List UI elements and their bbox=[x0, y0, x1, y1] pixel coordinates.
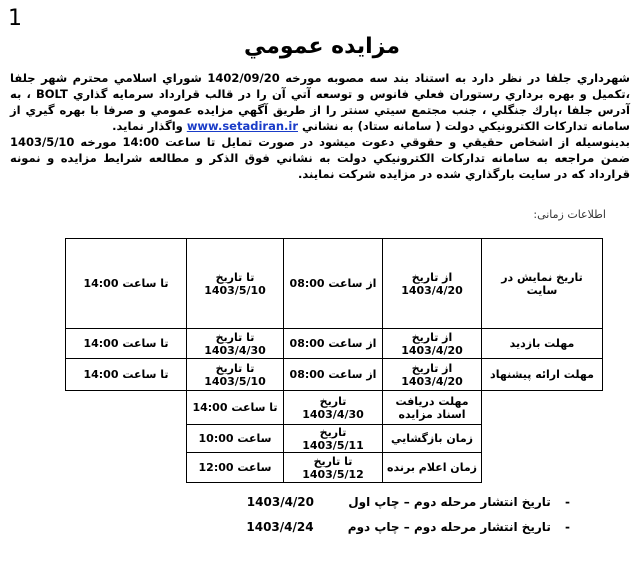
row-label: زمان اعلام برنده bbox=[383, 453, 482, 483]
time-cell: تا ساعت 14:00 bbox=[187, 391, 284, 425]
table-row bbox=[66, 425, 603, 453]
table-row bbox=[66, 359, 603, 391]
bullet-dash: - bbox=[565, 520, 570, 534]
time-cell: ساعت 12:00 bbox=[187, 453, 284, 483]
bullet-dash: - bbox=[565, 495, 570, 509]
publication-label: تاريخ انتشار مرحله دوم – چاپ اول bbox=[348, 495, 551, 509]
empty-cell bbox=[66, 391, 187, 425]
to-date-cell: تا تاريخ 1403/5/10 bbox=[187, 359, 284, 391]
empty-cell bbox=[66, 425, 187, 453]
row-label: تاريخ نمايش در سايت bbox=[482, 239, 603, 329]
from-date-cell: از تاريخ 1403/4/20 bbox=[383, 329, 482, 359]
publication-line-2 bbox=[246, 520, 570, 534]
to-date-cell: تا تاريخ 1403/5/10 bbox=[187, 239, 284, 329]
from-date-cell: از تاريخ 1403/4/20 bbox=[383, 359, 482, 391]
from-time-cell: از ساعت 08:00 bbox=[284, 359, 383, 391]
notice-paragraph-2: بدينوسيله از اشخاص حقيقي و حقوقي دعوت ميشود در صورت تمايل تا ساعت 14:00 مورخه 1403/5/10 ضمن مراجعه به سامانه تداركات الكترونيكي دولت به نشاني فوق الذكر و مطالعه شرايط مزايده و نمونه قرارداد كه در سايت بارگذاري شده در مزايده شركت نمايند. bbox=[10, 135, 630, 181]
date-cell: تا تاريخ 1403/5/12 bbox=[284, 453, 383, 483]
table-row bbox=[66, 391, 603, 425]
page-title: مزايده عمومي bbox=[244, 34, 400, 59]
to-date-cell: تا تاريخ 1403/4/30 bbox=[187, 329, 284, 359]
from-time-cell: از ساعت 08:00 bbox=[284, 329, 383, 359]
paragraph-1-text: شهرداري جلفا در نظر دارد به استناد بند سه مصوبه مورخه 1402/09/20 شوراي اسلامي محترم شهر جلفا ،تكميل و بهره برداري رستوران فعلي فانوس و توسعه آتي آن را در قالب قرارداد سرمايه گذاري BOLT ، به آدرس جلفا ،پارك جنگلي ، جنب مجتمع سيتي سنتر را از طريق آگهي مزايده عمومي و صرفا با بهره گيري از سامانه تداركات الكترونيكي دولت ( سامانه ستاد) به نشاني bbox=[10, 71, 630, 133]
date-cell: تاريخ 1403/5/11 bbox=[284, 425, 383, 453]
notice-paragraph-1 bbox=[10, 70, 630, 134]
empty-cell bbox=[482, 425, 603, 453]
publication-line-1 bbox=[247, 495, 570, 509]
row-label: مهلت ارائه پيشنهاد bbox=[482, 359, 603, 391]
to-time-cell: تا ساعت 14:00 bbox=[66, 329, 187, 359]
page-number: 1 bbox=[8, 6, 22, 31]
empty-cell bbox=[482, 453, 603, 483]
table-row bbox=[66, 239, 603, 329]
row-label: زمان بازگشايي bbox=[383, 425, 482, 453]
date-cell: تاريخ 1403/4/30 bbox=[284, 391, 383, 425]
to-time-cell: تا ساعت 14:00 bbox=[66, 239, 187, 329]
to-time-cell: تا ساعت 14:00 bbox=[66, 359, 187, 391]
paragraph-1-end: واگذار نمايد. bbox=[112, 119, 183, 133]
table-row bbox=[66, 453, 603, 483]
time-info-label: اطلاعات زمانی: bbox=[533, 208, 606, 221]
from-time-cell: از ساعت 08:00 bbox=[284, 239, 383, 329]
from-date-cell: از تاريخ 1403/4/20 bbox=[383, 239, 482, 329]
publication-label: تاريخ انتشار مرحله دوم – چاپ دوم bbox=[347, 520, 551, 534]
setadiran-link[interactable]: www.setadiran.ir bbox=[186, 119, 298, 133]
notice-body bbox=[10, 70, 630, 182]
table-row bbox=[66, 329, 603, 359]
empty-cell bbox=[66, 453, 187, 483]
schedule-table bbox=[65, 238, 603, 483]
row-label: مهلت بازديد bbox=[482, 329, 603, 359]
publication-date: 1403/4/24 bbox=[246, 520, 314, 534]
empty-cell bbox=[482, 391, 603, 425]
row-label: مهلت دريافت اسناد مزايده bbox=[383, 391, 482, 425]
publication-date: 1403/4/20 bbox=[246, 495, 315, 509]
time-cell: ساعت 10:00 bbox=[187, 425, 284, 453]
